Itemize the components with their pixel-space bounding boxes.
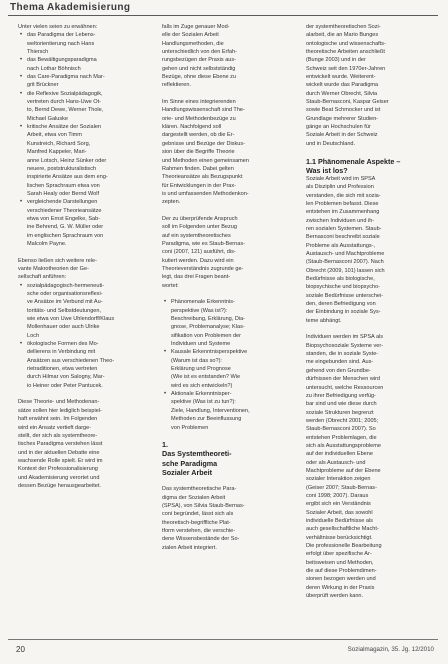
bullet-item (171, 348, 290, 390)
text-line: zu ihrer Befriedigung verfüg- (306, 392, 376, 399)
page-number: 20 (16, 645, 25, 654)
section-heading-number: 1. (162, 440, 168, 450)
text-line: sich als Ausstattungsprobleme (306, 442, 381, 449)
text-line: von Problemen (171, 424, 209, 431)
text-line: dene Wissensbestände der So- (162, 536, 240, 543)
text-line: digma der Sozialen Arbeit (162, 494, 226, 501)
text-line: • ökologische Formen des Mo- (27, 341, 99, 348)
text-line: wachsende Rolle spielt. Er wird im (18, 457, 103, 464)
text-line: (Staub-Bernasconi 2007). Nach (306, 259, 384, 266)
text-line: theoretische Arbeiten anschließt (306, 49, 385, 56)
bullet-item (171, 390, 290, 432)
text-line: durch Hilmar von Salogny, Mar- (27, 374, 105, 381)
bullet-item (27, 340, 146, 390)
text-line: • sozialpädagogisch-hermeneuti- (27, 282, 105, 289)
text-line: Das Systemtheoreti- (162, 449, 232, 459)
text-line: entstehen im Zusammenhang (306, 209, 380, 216)
text-line: vante Makrotheorien der Ge- (18, 265, 89, 272)
text-line: spektive (Was ist zu tun?): (171, 399, 236, 406)
section-heading-text (162, 449, 290, 477)
col1-bullet-list-1 (18, 31, 146, 248)
text-line: to, Bernd Dewe, Werner Thole, (27, 107, 104, 114)
text-line: verhältnisse berücksichtigt. (306, 534, 373, 541)
journal-source: Sozialmagazin, 35. Jg. 12/2010 (347, 646, 434, 653)
bullet-item (171, 298, 290, 348)
text-line: weltorientierung nach Hans (27, 40, 95, 47)
text-line: Individuen werden im SPSA als (306, 334, 384, 341)
text-line: Malcolm Payne. (27, 240, 67, 247)
text-line: perspektive (Was ist?): (171, 307, 228, 314)
text-line: tform verstehen, die verschie- (162, 528, 236, 535)
text-line: nach Lothar Böhnisch (27, 65, 81, 72)
text-line: und in Deutschland. (306, 140, 356, 147)
text-line: (SPSA), von Silvia Staub-Bernas- (162, 503, 245, 510)
text-line: gebnisse und Bezüge der Diskus- (162, 140, 245, 147)
text-line: Bernasconi beschreibt soziale (306, 234, 380, 241)
text-line: is und umfassenden Methodenkon- (162, 190, 249, 197)
text-line: • Phänomenale Erkenntnis- (171, 299, 235, 306)
text-line: kutiert werden. Dazu wird ein (162, 257, 234, 264)
col1-intro (18, 23, 146, 31)
text-column-2 (162, 23, 290, 633)
text-line: neuere, poststrukturalistisch (27, 165, 97, 172)
text-line: 1.1 Phänomenale Aspekte – (306, 156, 401, 166)
bullet-item (27, 198, 146, 248)
text-line: • die Reflexive Sozialpädagogik, (27, 90, 103, 97)
text-line: gehen und nicht selbstständig (162, 65, 236, 72)
text-line: Handlungswissenschaft sind The- (162, 107, 245, 114)
text-line: tisches Paradigma verstehen lässt (18, 441, 103, 448)
section-heading-1 (162, 440, 290, 477)
text-line: Soziale Arbeit in der Schweiz (306, 132, 378, 139)
text-line: sion über die Begriffe Theorie (162, 149, 235, 156)
header-rule (8, 15, 438, 16)
text-line: wickelt wurde das Paradigma (306, 82, 379, 89)
text-line: Sozialer Arbeit, das sowohl (306, 509, 373, 516)
text-line: Schweiz seit den 1970er-Jahren (306, 65, 386, 72)
text-line: Arbeit, etwa von Timm (27, 132, 82, 139)
text-line: gänge an Hochschulen für (306, 124, 371, 131)
text-line: wie etwa von Uwe Uhlendorff/Klaus (27, 316, 115, 323)
text-line: und in der aktuellen Debatte eine (18, 449, 100, 456)
col1-bullet-list-2 (18, 282, 146, 390)
text-line: • Kausale Erkenntnisperspektive (171, 349, 248, 356)
text-line: Sarah Healy oder Bernd Wolf (27, 190, 100, 197)
text-line: dessen Bezüge herausgearbeitet. (18, 482, 101, 489)
text-line: überprüft werden kann. (306, 593, 364, 600)
text-column-1 (18, 23, 146, 633)
text-line: (Bunge 2003) und in der (306, 57, 366, 64)
text-line: beitsweisen und Methoden, (306, 559, 374, 566)
text-line: Bezüge, ohne diese Ebene zu (162, 74, 237, 81)
text-line: für Entwicklungen in der Prax- (162, 182, 236, 189)
text-line: dargestellt werden, ob die Er- (162, 132, 235, 139)
text-line: auf der individuellen Ebene (306, 451, 373, 458)
bullet-item (27, 56, 146, 73)
text-line: standen, die in soziale Syste- (306, 351, 379, 358)
text-line: sozialer Interaktion zeigen (306, 476, 371, 483)
text-line: unterschiedlich von den Erfah- (162, 49, 237, 56)
text-line: Austausch- und Machtprobleme (306, 251, 385, 257)
text-line: Die professionelle Bearbeitung (306, 543, 382, 550)
text-line: io Heiner oder Peter Pantucek. (27, 382, 103, 389)
text-line: werden (Obrecht 2001; 2005; (306, 417, 379, 424)
text-line: verschiedener Theorieansätze (27, 207, 102, 214)
text-line: (Geiser 2007; Staub-Bernas- (306, 484, 377, 491)
text-line: coni begründet, lässt sich als (162, 511, 234, 518)
text-line: Bedürfnisse als biologische, (306, 276, 375, 283)
text-line: reflektieren. (162, 82, 191, 89)
text-line: Unter vielen seien zu erwähnen: (18, 24, 98, 30)
text-line: Biopsychosoziale Systeme ver- (306, 342, 384, 349)
text-line: oder als Austausch- und (306, 459, 366, 466)
text-line: Rahmen finden. Dabei gelten (162, 165, 234, 172)
text-line: coni 1998; 2007). Daraus (306, 492, 369, 499)
bullet-item (27, 31, 146, 56)
col1-outro-paragraph (18, 398, 146, 490)
text-line: lischen Sprachraum etwa von (27, 182, 100, 189)
text-line: me eingebunden sind. Aus- (306, 359, 374, 366)
col3-paragraph-2 (306, 175, 434, 325)
text-line: toritäts- und Selbstdeutungen, (27, 307, 102, 314)
text-line: sifikation von Problemen der (171, 332, 241, 339)
text-line: soziale Bedürfnisse unterschei- (306, 292, 384, 299)
text-line: rietraditionen, etwa vertreten (27, 366, 98, 373)
text-line: deren Wirkung in der Praxis (306, 584, 375, 591)
text-line: gehend von den Grundbe- (306, 367, 371, 374)
text-line: wird es sich entwickeln?) (171, 382, 233, 389)
bullet-item (27, 90, 146, 123)
text-line: Probleme als Ausstattungs-, (306, 242, 376, 249)
text-line: Im Sinne eines integrierenden (162, 99, 236, 106)
text-line: ine Behrend, G. W. Müller oder (27, 224, 104, 231)
text-line: ergibt sich ein Verständnis (306, 501, 371, 508)
text-line: theoretisch-begriffliche Plat- (162, 519, 231, 526)
text-line: • vergleichende Darstellungen (27, 199, 98, 206)
text-line: soziale Strukturen begrenzt (306, 409, 374, 416)
text-line: soll im Folgenden unter Bezug (162, 224, 237, 231)
bullet-item (27, 282, 146, 340)
text-line: ve Ansätze im Verbund mit Au- (27, 299, 103, 306)
text-line: und Methoden einen gemeinsamen (162, 157, 249, 164)
text-line: Handlungsmethoden, die (162, 40, 224, 47)
bullet-item (27, 73, 146, 90)
text-line: der systemtheoretischen Sozi- (306, 24, 381, 30)
text-line: sowie Beat Schmocker und ist (306, 107, 381, 114)
text-line: Michael Galuske (27, 115, 69, 122)
text-line: sellschaft anführen: (18, 274, 67, 281)
text-line: Erklärung und Prognose (171, 366, 231, 373)
text-line: Kunstreich, Richard Sorg, (27, 140, 91, 147)
text-line: entstehen Problemlagen, die (306, 434, 377, 441)
text-line: Ziele, Handlung, Interventionen, (171, 407, 250, 414)
text-column-3 (306, 23, 434, 633)
bullet-item (27, 123, 146, 198)
text-line: len Problemen befasst. Diese (306, 200, 379, 207)
text-line: durch Werner Obrecht, Silvia (306, 90, 378, 97)
text-line: Machtprobleme auf der Ebene (306, 467, 381, 474)
text-line: Diese Theorie- und Methodenan- (18, 399, 100, 406)
text-line: Paradigma, wie es Staub-Bernas- (162, 240, 245, 247)
text-line: Individuen und Systeme (171, 341, 231, 348)
text-line: erfolgt über spezifische Ar- (306, 551, 372, 558)
text-line: rungsbezügen der Praxis aus- (162, 57, 236, 64)
text-line: (Wie ist es entstanden? Wie (171, 374, 241, 381)
text-line: falls im Zuge genauer Mod- (162, 24, 230, 30)
text-line: stellt, der sich als systemtheore- (18, 432, 98, 439)
text-line: verstanden, die sich mit sozia- (306, 192, 381, 199)
text-line: teme abhängt. (306, 317, 342, 324)
col1-mid-paragraph (18, 257, 146, 282)
text-line: individuelle Bedürfnisse als (306, 518, 373, 524)
text-line: als Disziplin und Profession (306, 184, 374, 191)
text-line: Methoden zur Beeinflussung (171, 416, 242, 423)
text-line: legt, das drei Fragen beant- (162, 274, 231, 281)
text-line: elle der Sozialen Arbeit (162, 32, 219, 39)
text-line: Sozialer Arbeit (162, 467, 213, 477)
text-line: inspirierte Ansätze aus dem eng- (27, 174, 108, 181)
col3-paragraph-1 (306, 23, 434, 148)
col3-paragraph-3 (306, 333, 434, 600)
section-heading-1-1 (306, 157, 434, 175)
text-line: zepten. (162, 199, 181, 206)
text-line: Grundlage mehrerer Studien- (306, 115, 379, 122)
text-line: Ebenso ließen sich weitere rele- (18, 257, 97, 264)
text-line: Manfred Kappeler, Mari- (27, 149, 87, 156)
text-line: auf ein systemtheoretisches (162, 232, 231, 239)
text-line: haft erwähnt sein. Im Folgenden (18, 416, 98, 423)
text-line: • das Paradigma der Lebens- (27, 32, 96, 39)
running-head: Thema Akademisierung (10, 2, 131, 13)
text-line: Staub-Bernasconi 2007). So (306, 426, 376, 433)
text-line: etwa von Ernst Engelke, Sab- (27, 215, 101, 222)
text-line: sätze sollen hier lediglich beispiel- (18, 407, 102, 414)
text-line: dürfnissen der Menschen wird (306, 376, 380, 383)
text-line: klären. Nachfolgend soll (162, 124, 222, 131)
col2-paragraph-1 (162, 23, 290, 90)
text-line: entwickelt wurde. Weiterent- (306, 74, 376, 81)
text-line: vertreten durch Hans-Uwe Ot- (27, 99, 101, 106)
text-line: ontologische und wissenschafts- (306, 40, 386, 47)
text-line: zialen Arbeit integriert. (162, 544, 217, 551)
text-line: sche Paradigma (162, 458, 218, 468)
col2-paragraph-2 (162, 98, 290, 206)
text-line: gnose, Problemanalyse; Klas- (171, 324, 245, 331)
text-line: • das Bewältigungsparadigma (27, 57, 97, 64)
text-line: wird ein Ansatz vertieft darge- (18, 424, 92, 431)
text-line: (Warum ist das so?): (171, 357, 222, 364)
text-line: orie- und Methodenbezüge zu (162, 115, 236, 122)
text-line: sche oder organisationsreflexi- (27, 291, 103, 297)
text-line: anne Lotsch, Heinz Sünker oder (27, 157, 107, 164)
col2-paragraph-4 (162, 485, 290, 552)
text-line: • Aktionale Erkenntnisper- (171, 391, 232, 398)
text-line: ren sozialen Systemen. Staub- (306, 225, 382, 232)
text-line: dellierens in Verbindung mit (27, 349, 96, 356)
text-line: Theorieverständnis zugrunde ge- (162, 265, 244, 272)
col2-bullet-list (162, 298, 290, 432)
text-line: Das systemtheoretische Para- (162, 486, 237, 493)
text-line: coni (2007, 121) ausführt, dis- (162, 249, 236, 256)
text-line: grit Brückner (27, 82, 59, 89)
text-line: Was ist los? (306, 165, 348, 175)
text-line: sionen bezogen werden und (306, 576, 376, 583)
col2-paragraph-3 (162, 215, 290, 290)
text-line: und Akademisierung verortet und (18, 474, 100, 481)
text-line: Der zu überprüfende Anspruch (162, 215, 238, 222)
text-line: Mollenhauer oder auch Ulrike (27, 324, 100, 331)
text-line: die auf diese Problemdimen- (306, 568, 377, 575)
text-line: zwischen Individuen und ih- (306, 217, 375, 224)
text-line: den, deren Befriedigung von (306, 301, 376, 308)
text-line: Ansätzen aus verschiedenen Theo- (27, 357, 115, 364)
text-line: Beschreibung, Erklärung, Dia- (171, 316, 245, 323)
text-line: Theorieansätze als Bezugspunkt (162, 174, 243, 181)
text-line: auch gesellschaftliche Macht- (306, 526, 379, 533)
text-line: im englischen Sprachraum von (27, 232, 104, 239)
text-line: Obrecht (2009, 101) lassen sich (306, 267, 385, 274)
text-line: Kontext der Professionalisierung (18, 466, 98, 473)
text-line: Loch (27, 332, 40, 339)
footer-rule (8, 639, 438, 640)
text-line: der Einbindung in soziale Sys- (306, 309, 381, 316)
text-line: alarbeit, die an Mario Bunges (306, 32, 379, 39)
text-line: Soziale Arbeit wird im SPSA (306, 175, 376, 182)
text-line: bar sind und wie diese durch (306, 401, 377, 408)
text-line: • das Care-Paradigma nach Mar- (27, 74, 105, 81)
text-line: Thiersch (27, 49, 49, 56)
text-line: biopsychische und biopsycho- (306, 284, 381, 291)
text-line: Staub-Bernasconi, Kaspar Geiser (306, 99, 389, 106)
text-line: • kritische Ansätze der Sozialen (27, 124, 101, 131)
text-line: untersucht, welche Ressourcen (306, 384, 384, 391)
text-line: wortet: (162, 282, 179, 289)
